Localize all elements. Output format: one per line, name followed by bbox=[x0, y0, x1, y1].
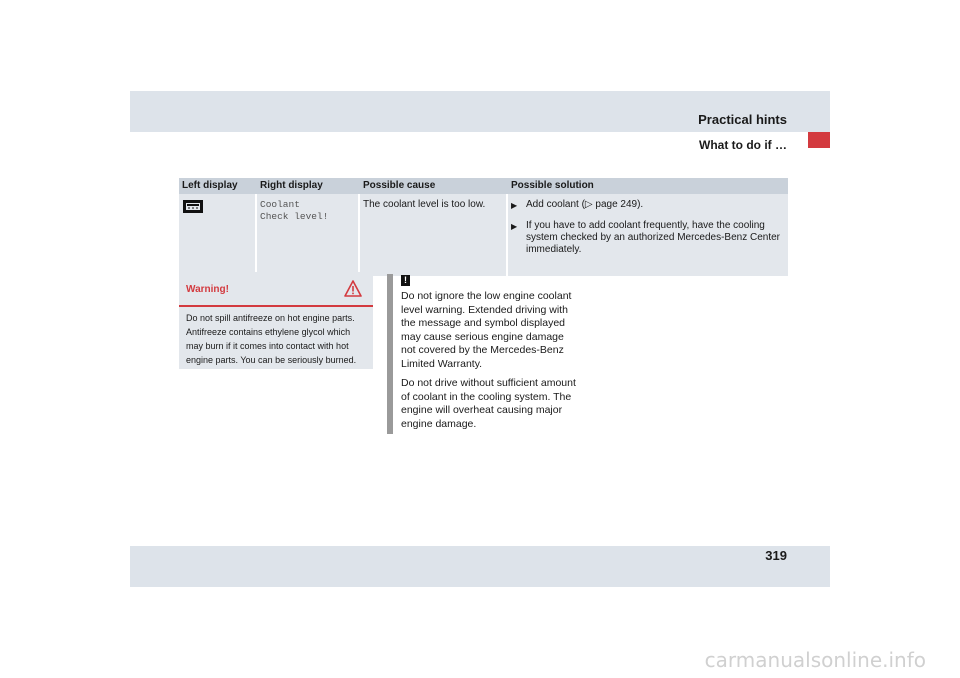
subsection-title: What to do if … bbox=[699, 138, 787, 152]
footer-band bbox=[130, 546, 830, 587]
table-header bbox=[179, 178, 788, 194]
section-tab-marker bbox=[808, 132, 830, 148]
coolant-lamp-icon bbox=[182, 199, 204, 214]
right-display-cell bbox=[257, 194, 360, 276]
watermark: carmanualsonline.info bbox=[704, 648, 926, 672]
warning-box bbox=[179, 272, 373, 369]
warning-triangle-icon bbox=[344, 280, 362, 297]
warning-label: Warning! bbox=[186, 284, 229, 295]
column-header-possible-solution: Possible solution bbox=[511, 180, 594, 191]
table-row bbox=[179, 194, 788, 276]
warning-text: Do not spill antifreeze on hot engine parts. Antifreeze contains ethylene glycol which may burn if it comes into contact with hot engine parts. You can be seriously burned. bbox=[186, 313, 357, 365]
solution-item bbox=[511, 220, 785, 256]
possible-solution-cell bbox=[508, 194, 788, 276]
notice-paragraph: Do not ignore the low engine coolant level warning. Extended driving with the message and symbol displayed may cause serious engine damage not covered by the Mercedes-Benz Limited Warranty. bbox=[401, 290, 572, 370]
warning-header bbox=[179, 272, 373, 307]
display-messages-table bbox=[179, 178, 788, 276]
notice-side-bar bbox=[387, 274, 393, 434]
notice-exclamation-icon: ! bbox=[401, 275, 410, 286]
solution-item bbox=[511, 199, 785, 212]
possible-cause-cell: The coolant level is too low. bbox=[360, 194, 508, 276]
column-header-possible-cause: Possible cause bbox=[363, 180, 436, 191]
notice-paragraph: Do not drive without sufficient amount of coolant in the cooling system. The engine will overheat causing major engine damage. bbox=[401, 377, 576, 430]
left-display-cell bbox=[179, 194, 257, 276]
notice-block bbox=[401, 274, 581, 437]
solution-text: Add coolant (▷ page 249). bbox=[526, 199, 644, 210]
column-header-right-display: Right display bbox=[260, 180, 323, 191]
bullet-icon: ▶ bbox=[511, 201, 518, 210]
section-title: Practical hints bbox=[698, 112, 787, 127]
right-display-line2: Check level! bbox=[260, 211, 329, 222]
column-header-left-display: Left display bbox=[182, 180, 238, 191]
right-display-line1: Coolant bbox=[260, 199, 300, 210]
solution-text: If you have to add coolant frequently, have the cooling system checked by an authorized Mercedes-Benz Center immediately. bbox=[526, 220, 781, 255]
bullet-icon: ▶ bbox=[511, 222, 518, 231]
page-number: 319 bbox=[765, 548, 787, 563]
